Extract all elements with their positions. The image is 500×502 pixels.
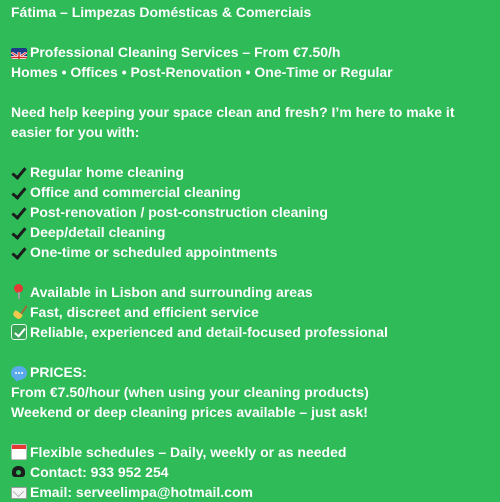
feature-item-text: Fast, discreet and efficient service bbox=[30, 304, 259, 320]
schedule-line bbox=[11, 442, 490, 462]
check-mark-icon bbox=[11, 244, 27, 260]
contact-line bbox=[11, 462, 490, 482]
spacer bbox=[11, 422, 490, 442]
spacer bbox=[11, 22, 490, 42]
check-mark-icon bbox=[11, 164, 27, 180]
prices-line-2: Weekend or deep cleaning prices available – just ask! bbox=[11, 404, 368, 420]
contact-text: Contact: 933 952 254 bbox=[30, 464, 169, 480]
feature-item bbox=[11, 322, 490, 342]
feature-item-text: Reliable, experienced and detail-focused professional bbox=[30, 324, 388, 340]
pin-icon bbox=[11, 284, 27, 300]
checklist-item-text: Post-renovation / post-construction cleaning bbox=[30, 204, 328, 220]
spacer bbox=[11, 262, 490, 282]
uk-flag-icon bbox=[11, 48, 27, 59]
services-types-text: Homes • Offices • Post-Renovation • One-Time or Regular bbox=[11, 64, 393, 80]
feature-item bbox=[11, 302, 490, 322]
checklist-item bbox=[11, 162, 490, 182]
intro-line-1: Need help keeping your space clean and fresh? I’m here to make it bbox=[11, 104, 455, 120]
checklist-item-text: Deep/detail cleaning bbox=[30, 224, 166, 240]
prices-line bbox=[11, 382, 490, 402]
email-text: Email: serveelimpa@hotmail.com bbox=[30, 484, 253, 500]
intro-line bbox=[11, 102, 490, 122]
post-title-text: Fátima – Limpezas Domésticas & Comerciais bbox=[11, 4, 312, 20]
prices-line-1: From €7.50/hour (when using your cleaning products) bbox=[11, 384, 369, 400]
check-mark-icon bbox=[11, 204, 27, 220]
checklist-item bbox=[11, 182, 490, 202]
schedule-text: Flexible schedules – Daily, weekly or as needed bbox=[30, 444, 347, 460]
checklist-item bbox=[11, 222, 490, 242]
checklist-item bbox=[11, 242, 490, 262]
feature-item bbox=[11, 282, 490, 302]
checklist-item-text: Office and commercial cleaning bbox=[30, 184, 241, 200]
services-headline bbox=[11, 42, 490, 62]
checklist-item bbox=[11, 202, 490, 222]
envelope-icon bbox=[11, 487, 27, 499]
intro-line-2: easier for you with: bbox=[11, 124, 140, 140]
intro-line bbox=[11, 122, 490, 142]
speech-bubble-icon bbox=[11, 366, 27, 380]
spacer bbox=[11, 142, 490, 162]
checklist-item-text: One-time or scheduled appointments bbox=[30, 244, 278, 260]
services-types bbox=[11, 62, 490, 82]
prices-line bbox=[11, 402, 490, 422]
services-headline-text: Professional Cleaning Services – From €7.50/h bbox=[30, 44, 341, 60]
checklist-item-text: Regular home cleaning bbox=[30, 164, 185, 180]
broom-icon bbox=[11, 304, 27, 320]
spacer bbox=[11, 82, 490, 102]
check-mark-icon bbox=[11, 224, 27, 240]
phone-icon bbox=[11, 464, 27, 480]
spacer bbox=[11, 342, 490, 362]
check-mark-icon bbox=[11, 184, 27, 200]
prices-label-text: PRICES: bbox=[30, 364, 87, 380]
prices-label bbox=[11, 362, 490, 382]
feature-item-text: Available in Lisbon and surrounding areas bbox=[30, 284, 313, 300]
calendar-icon bbox=[11, 444, 27, 460]
checkbox-icon bbox=[11, 324, 27, 340]
post-title bbox=[11, 2, 490, 22]
email-line bbox=[11, 482, 490, 502]
